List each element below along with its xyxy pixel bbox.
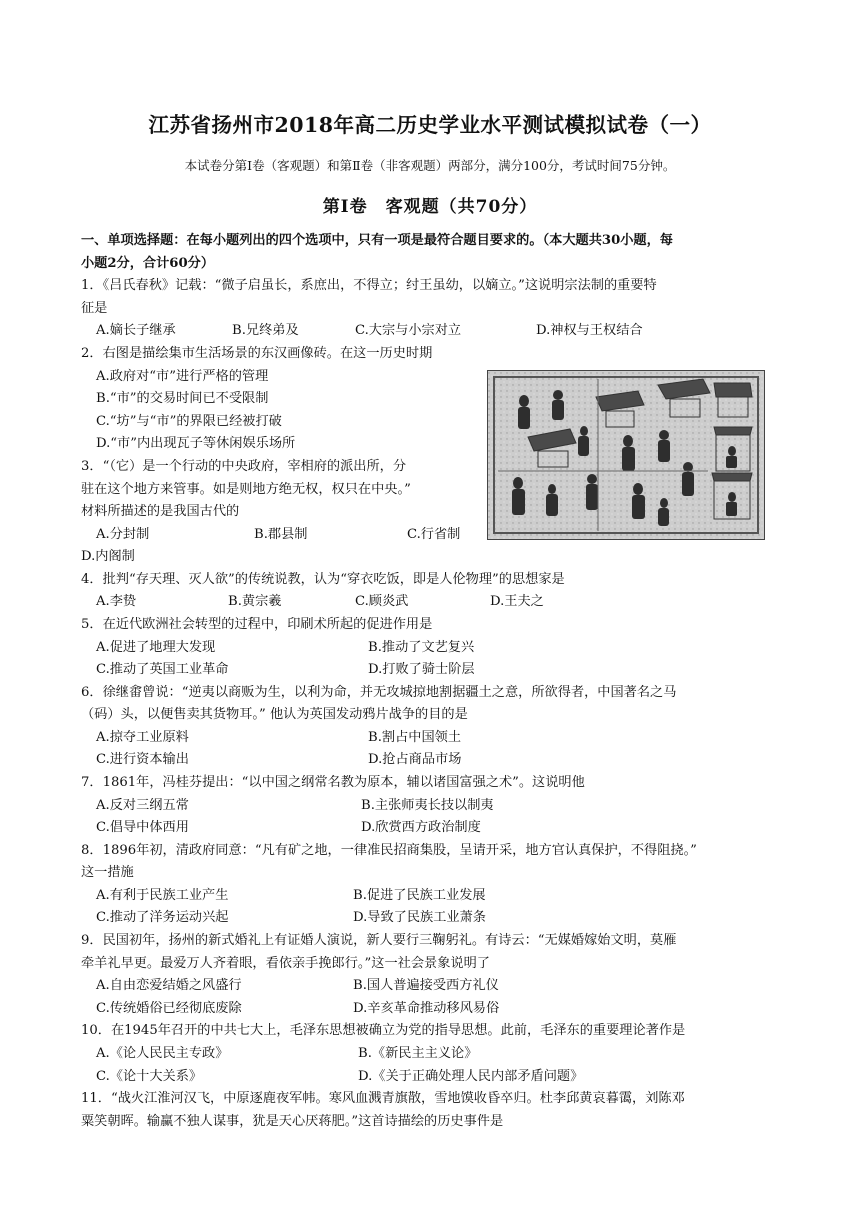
question-stem: 牵羊礼早更。最爱万人齐着眼，看依亲手挽郎行。”这一社会景象说明了 [81, 956, 490, 971]
answer-option: C.倡导中体西用 [96, 820, 189, 835]
answer-option: B.推动了文艺复兴 [368, 640, 475, 655]
question-stem: （码）头，以便售卖其货物耳。” 他认为英国发动鸦片战争的目的是 [81, 707, 468, 722]
brick-relief-image [487, 370, 765, 540]
question-stem: 粟笑朝晖。输赢不独人谋事，犹是天心厌蒋肥。”这首诗描绘的历史事件是 [81, 1114, 504, 1129]
answer-option: D.打败了骑士阶层 [368, 662, 475, 677]
answer-option: A.嫡长子继承 [96, 323, 176, 338]
question-stem: 6．徐继畬曾说：“逆夷以商贩为生，以利为命，并无攻城掠地割据疆土之意，所欲得者，中国著名之马 [81, 685, 677, 700]
answer-option: D.“市”内出现瓦子等休闲娱乐场所 [96, 436, 296, 451]
market-scene-icon [488, 371, 764, 539]
answer-option: D.神权与王权结合 [536, 323, 643, 338]
answer-option: B.促进了民族工业发展 [353, 888, 486, 903]
answer-option: C.传统婚俗已经彻底废除 [96, 1001, 242, 1016]
question-stem: 9．民国初年，扬州的新式婚礼上有证婚人演说，新人要行三鞠躬礼。有诗云：“无媒婚嫁始文明，莫雁 [81, 933, 677, 948]
answer-option: C.顾炎武 [355, 594, 409, 609]
page-title: 江苏省扬州市2018年高二历史学业水平测试模拟试卷（一） [148, 113, 712, 137]
instructions-line: 一、单项选择题：在每小题列出的四个选项中，只有一项是最符合题目要求的。（本大题共30小题，每 [81, 233, 673, 248]
question-stem: 材料所描述的是我国古代的 [81, 504, 240, 519]
question-stem: 2．右图是描绘集市生活场景的东汉画像砖。在这一历史时期 [81, 346, 433, 361]
question-stem: 10．在1945年召开的中共七大上，毛泽东思想被确立为党的指导思想。此前，毛泽东的重要理论著作是 [81, 1023, 686, 1038]
answer-option: A.李贽 [96, 594, 137, 609]
question-stem: 8．1896年初，清政府同意：“凡有矿之地，一律准民招商集股，呈请开采，地方官认真保护，不得阻挠。” [81, 843, 697, 858]
question-stem: 7．1861年，冯桂芬提出：“以中国之纲常名教为原本，辅以诸国富强之术”。这说明他 [81, 775, 585, 790]
answer-option: B.割占中国领土 [368, 730, 462, 745]
answer-option: D.辛亥革命推动移风易俗 [353, 1001, 500, 1016]
answer-option: A.政府对“市”进行严格的管理 [96, 369, 269, 384]
answer-option: B.主张师夷长技以制夷 [361, 798, 494, 813]
question-stem: 1．《吕氏春秋》记载：“微子启虽长，系庶出，不得立；纣王虽幼，以嫡立。”这说明宗法制的重要特 [81, 278, 657, 293]
answer-option: D.导致了民族工业萧条 [353, 910, 486, 925]
question-stem: 11．“战火江淮河汉飞，中原逐鹿夜军帏。寒风血溅青旗散，雪地馍收昏卒归。杜李邱黄哀暮霭，刘陈邓 [81, 1091, 685, 1106]
answer-option: B.郡县制 [254, 527, 308, 542]
answer-option: D.内阁制 [81, 549, 135, 564]
answer-option: A.掠夺工业原料 [96, 730, 189, 745]
answer-option: C.《论十大关系》 [96, 1069, 203, 1084]
answer-option: C.“坊”与“市”的界限已经被打破 [96, 414, 282, 429]
answer-option: C.推动了英国工业革命 [96, 662, 229, 677]
answer-option: D.欣赏西方政治制度 [361, 820, 481, 835]
answer-option: D.王夫之 [490, 594, 544, 609]
question-stem: 征是 [81, 301, 108, 316]
question-stem: 4．批判“存天理、灭人欲”的传统说教，认为“穿衣吃饭，即是人伦物理”的思想家是 [81, 572, 565, 587]
answer-option: A.分封制 [96, 527, 150, 542]
question-stem: 5．在近代欧洲社会转型的过程中，印刷术所起的促进作用是 [81, 617, 433, 632]
question-stem: 这一措施 [81, 865, 134, 880]
answer-option: B.《新民主主义论》 [358, 1046, 478, 1061]
answer-option: B.“市”的交易时间已不受限制 [96, 391, 269, 406]
answer-option: B.国人普遍接受西方礼仪 [353, 978, 499, 993]
question-stem: 驻在这个地方来管事。如是则地方绝无权，权只在中央。” [81, 482, 411, 497]
answer-option: A.反对三纲五常 [96, 798, 189, 813]
answer-option: B.黄宗羲 [228, 594, 282, 609]
section-title-heading: 客观题（共70分） [385, 197, 538, 217]
answer-option: C.进行资本输出 [96, 752, 189, 767]
section-title [0, 192, 860, 217]
section-title-part: 第Ⅰ卷 [322, 197, 368, 217]
answer-option: D.《关于正确处理人民内部矛盾问题》 [358, 1069, 584, 1084]
answer-option: B.兄终弟及 [232, 323, 299, 338]
answer-option: D.抢占商品市场 [368, 752, 462, 767]
answer-option: C.行省制 [407, 527, 461, 542]
answer-option: A.自由恋爱结婚之风盛行 [96, 978, 242, 993]
answer-option: A.促进了地理大发现 [96, 640, 216, 655]
answer-option: C.大宗与小宗对立 [355, 323, 462, 338]
answer-option: A.有利于民族工业产生 [96, 888, 229, 903]
answer-option: C.推动了洋务运动兴起 [96, 910, 229, 925]
instructions-line: 小题2分，合计60分） [81, 256, 215, 271]
answer-option: A.《论人民民主专政》 [96, 1046, 229, 1061]
exam-intro: 本试卷分第Ⅰ卷（客观题）和第Ⅱ卷（非客观题）两部分，满分100分，考试时间75分钟。 [184, 158, 676, 173]
question-stem: 3．“（它）是一个行动的中央政府，宰相府的派出所，分 [81, 459, 407, 474]
